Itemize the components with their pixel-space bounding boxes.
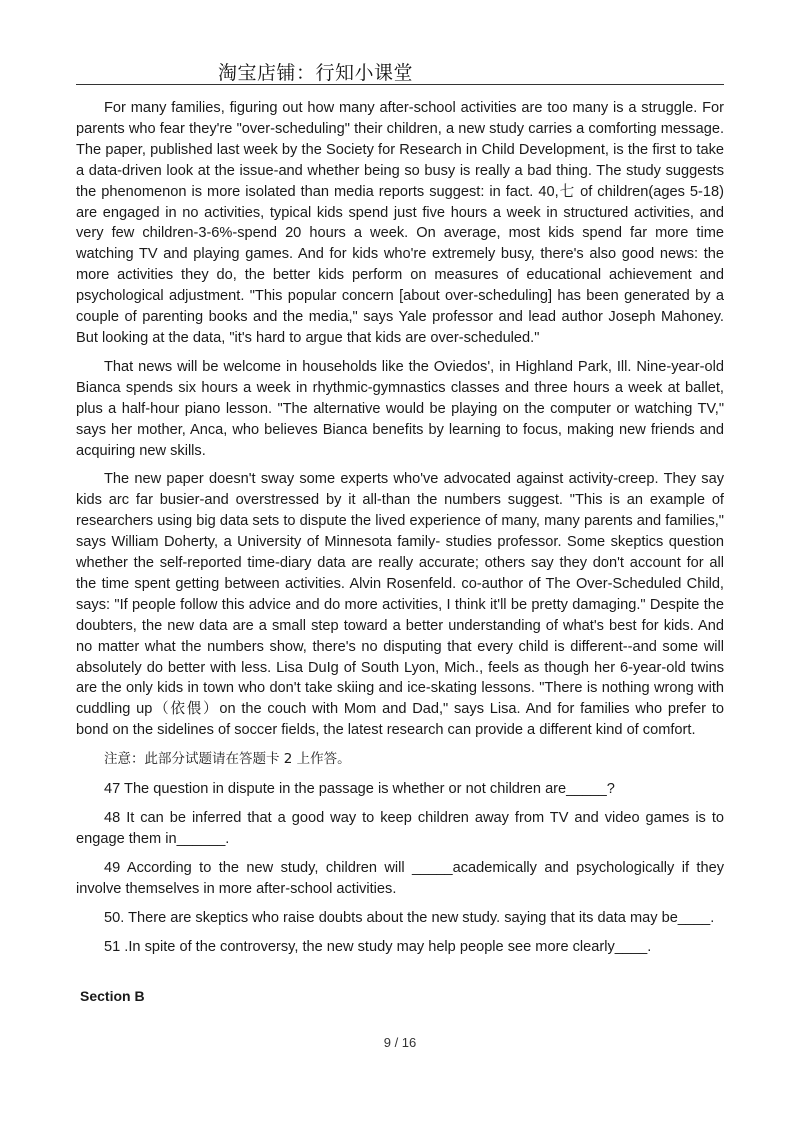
question-47: 47 The question in dispute in the passage is whether or not children are_____? bbox=[104, 781, 615, 798]
answer-sheet-note: 注意：此部分试题请在答题卡 2 上作答。 bbox=[104, 751, 351, 768]
header-divider bbox=[76, 84, 724, 85]
passage-paragraph-1: For many families, figuring out how many after-school activities are too many is a struggle. For parents who fear they're "over-scheduling" their children, a new study carries a comforting message. The paper, published last week by the Society for Research in Child Development, is the first to take a data-driven look at the issue-and whether being so busy is really a bad thing. The study suggests the phenomenon is more isolated than media reports suggest: in fact. 40,七 of children(ages 5-18) are engaged in no activities, typical kids spend just five hours a week in structured activities, and very few children-3-6%-spend 20 hours a week. On average, most kids spend far more time watching TV and playing games. And for kids who're extremely busy, there's also good news: the more activities they do, the better kids perform on measures of educational achievement and psychological adjustment. "This popular concern [about over-scheduling] has been generated by a couple of parenting books and the media," says Yale professor and lead author Joseph Mahoney. But looking at the data, "it's hard to argue that kids are over-scheduled." bbox=[76, 100, 724, 346]
question-48: 48 It can be inferred that a good way to keep children away from TV and video games is to engage them in______. bbox=[76, 810, 724, 847]
page-number: 9 / 16 bbox=[383, 1035, 417, 1050]
passage-paragraph-3: The new paper doesn't sway some experts who've advocated against activity-creep. They say kids arc far busier-and overstressed by it all-than the numbers suggest. "This is an example of researchers using big data sets to dispute the lived experience of many, many parents and families," says William Doherty, a University of Minnesota family- studies professor. Some skeptics question whether the self-reported time-diary data are really accurate; others say they don't account for all the time spent getting between activities. Alvin Rosenfeld. co-author of The Over-Scheduled Child, says: "If people follow this advice and do more activities, I think it'll be pretty damaging." Despite the doubters, the new data are a small step toward a better understanding of what's best for kids. And no matter what the numbers show, there's no disputing that every child is different--and some will absolutely do better with less. Lisa DuIg of South Lyon, Mich., feels as though her 6-year-old twins are the only kids in town who don't take skiing and ice-skating lessons. "There is nothing wrong with cuddling up（依偎）on the couch with Mom and Dad," says Lisa. And for families who prefer to bond on the sidelines of soccer fields, the latest research can provide a different kind of comfort. bbox=[76, 471, 724, 739]
document-body bbox=[76, 98, 724, 965]
question-51: 51 .In spite of the controversy, the new study may help people see more clearly____. bbox=[104, 938, 652, 955]
section-heading: Section B bbox=[80, 988, 145, 1004]
passage-paragraph-2: That news will be welcome in households like the Oviedos', in Highland Park, Ill. Nine-year-old Bianca spends six hours a week in rhythmic-gymnastics classes and three hours a week at ballet, plus a half-hour piano lesson. "The alternative would be playing on the computer or watching TV," says her mother, Anca, who believes Bianca benefits by learning to focus, making new friends and acquiring new skills. bbox=[76, 358, 724, 459]
question-50: 50. There are skeptics who raise doubts about the new study. saying that its data may be____. bbox=[104, 909, 715, 926]
question-49: 49 According to the new study, children will _____academically and psychologically if they involve themselves in more after-school activities. bbox=[76, 859, 724, 897]
page-header-title: 淘宝店铺：行知小课堂 bbox=[218, 62, 414, 84]
